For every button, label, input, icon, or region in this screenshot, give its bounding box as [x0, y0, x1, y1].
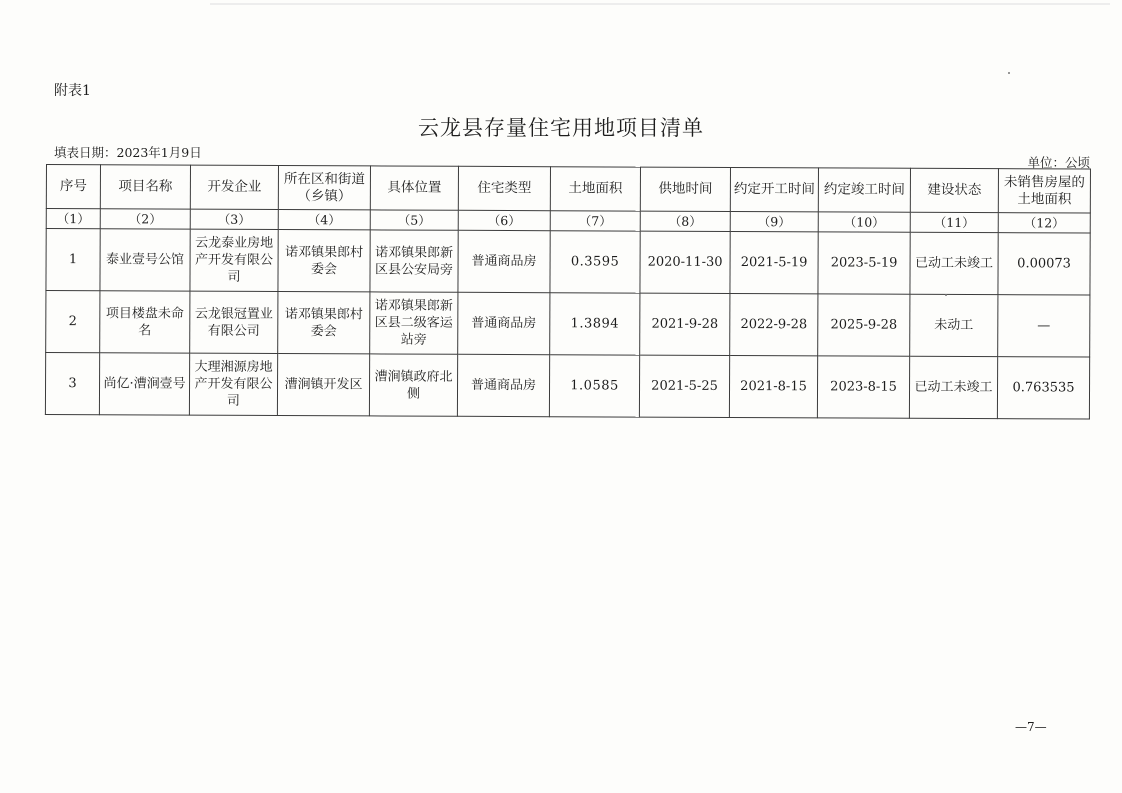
cell-land-area: 0.3595 [550, 231, 640, 293]
cell-location: 诺邓镇果郎新区县公安局旁 [370, 230, 458, 292]
cell-location: 诺邓镇果郎新区县二级客运站旁 [370, 292, 458, 354]
project-list-table [45, 164, 1091, 420]
col-header-district: 所在区和街道（乡镇） [278, 166, 370, 210]
col-num: （9） [730, 211, 818, 231]
table-row [46, 229, 1090, 296]
cell-housing-type: 普通商品房 [458, 292, 550, 354]
cell-housing-type: 普通商品房 [457, 354, 549, 416]
cell-project-name: 泰业壹号公馆 [100, 229, 190, 291]
col-header-unsold-area: 未销售房屋的土地面积 [998, 169, 1090, 213]
col-num: （10） [818, 212, 910, 232]
scan-speck [945, 294, 947, 296]
cell-district: 漕涧镇开发区 [277, 354, 369, 416]
unit-label: 单位：公顷 [1027, 155, 1090, 170]
cell-no: 1 [46, 229, 100, 291]
col-header-type: 住宅类型 [458, 166, 550, 210]
col-num: （6） [458, 210, 550, 230]
cell-completion-date: 2023-5-19 [818, 232, 910, 294]
col-num: （3） [190, 209, 278, 229]
cell-unsold-area: 0.763535 [997, 357, 1089, 419]
cell-land-area: 1.3894 [550, 293, 640, 355]
cell-unsold-area: 0.00073 [998, 233, 1090, 295]
cell-project-name: 项目楼盘未命名 [100, 291, 190, 353]
col-num: （7） [550, 211, 640, 231]
cell-start-date: 2021-8-15 [729, 355, 817, 417]
table-row [46, 291, 1090, 358]
col-header-supply-date: 供地时间 [640, 167, 730, 211]
cell-project-name: 尚亿·漕涧壹号 [99, 353, 189, 415]
header-row [46, 165, 1090, 214]
col-header-location: 具体位置 [370, 166, 458, 210]
cell-land-area: 1.0585 [549, 355, 639, 417]
cell-status: 未动工 [910, 294, 998, 356]
cell-district: 诺邓镇果郎村委会 [278, 292, 370, 354]
cell-no: 3 [45, 353, 99, 415]
col-num: （4） [278, 210, 370, 230]
cell-completion-date: 2025-9-28 [818, 294, 910, 356]
col-header-start-date: 约定开工时间 [730, 167, 818, 211]
cell-housing-type: 普通商品房 [458, 230, 550, 292]
col-num: （5） [370, 210, 458, 230]
table-row [45, 353, 1089, 420]
col-header-developer: 开发企业 [190, 165, 278, 209]
cell-status: 已动工未竣工 [910, 232, 998, 294]
col-num: （1） [46, 209, 100, 229]
col-header-completion-date: 约定竣工时间 [818, 168, 910, 212]
cell-supply-date: 2020-11-30 [640, 231, 730, 293]
cell-start-date: 2021-5-19 [730, 231, 818, 293]
scan-speck [1008, 72, 1010, 74]
col-header-area: 土地面积 [550, 167, 640, 211]
cell-no: 2 [46, 291, 100, 353]
cell-developer: 云龙银冠置业有限公司 [190, 291, 278, 353]
cell-status: 已动工未竣工 [909, 356, 997, 418]
cell-supply-date: 2021-5-25 [639, 355, 729, 417]
col-num: （2） [100, 209, 190, 229]
col-header-status: 建设状态 [910, 168, 998, 212]
col-num: （8） [640, 211, 730, 231]
annex-label: 附表1 [54, 83, 91, 99]
cell-developer: 大理湘源房地产开发有限公司 [189, 353, 277, 415]
cell-location: 漕涧镇政府北侧 [369, 354, 457, 416]
scan-edge-line [210, 3, 1110, 5]
cell-start-date: 2022-9-28 [730, 293, 818, 355]
cell-unsold-area: — [998, 295, 1090, 357]
col-header-name: 项目名称 [100, 165, 190, 209]
page-title: 云龙县存量住宅用地项目清单 [418, 116, 704, 140]
fill-date: 填表日期：2023年1月9日 [54, 145, 202, 160]
cell-supply-date: 2021-9-28 [640, 293, 730, 355]
col-header-no: 序号 [46, 165, 100, 209]
col-num: （12） [998, 213, 1090, 233]
page-number: —7— [1015, 720, 1047, 734]
cell-completion-date: 2023-8-15 [817, 356, 909, 418]
col-num: （11） [910, 212, 998, 232]
cell-developer: 云龙泰业房地产开发有限公司 [190, 229, 278, 291]
cell-district: 诺邓镇果郎村委会 [278, 230, 370, 292]
